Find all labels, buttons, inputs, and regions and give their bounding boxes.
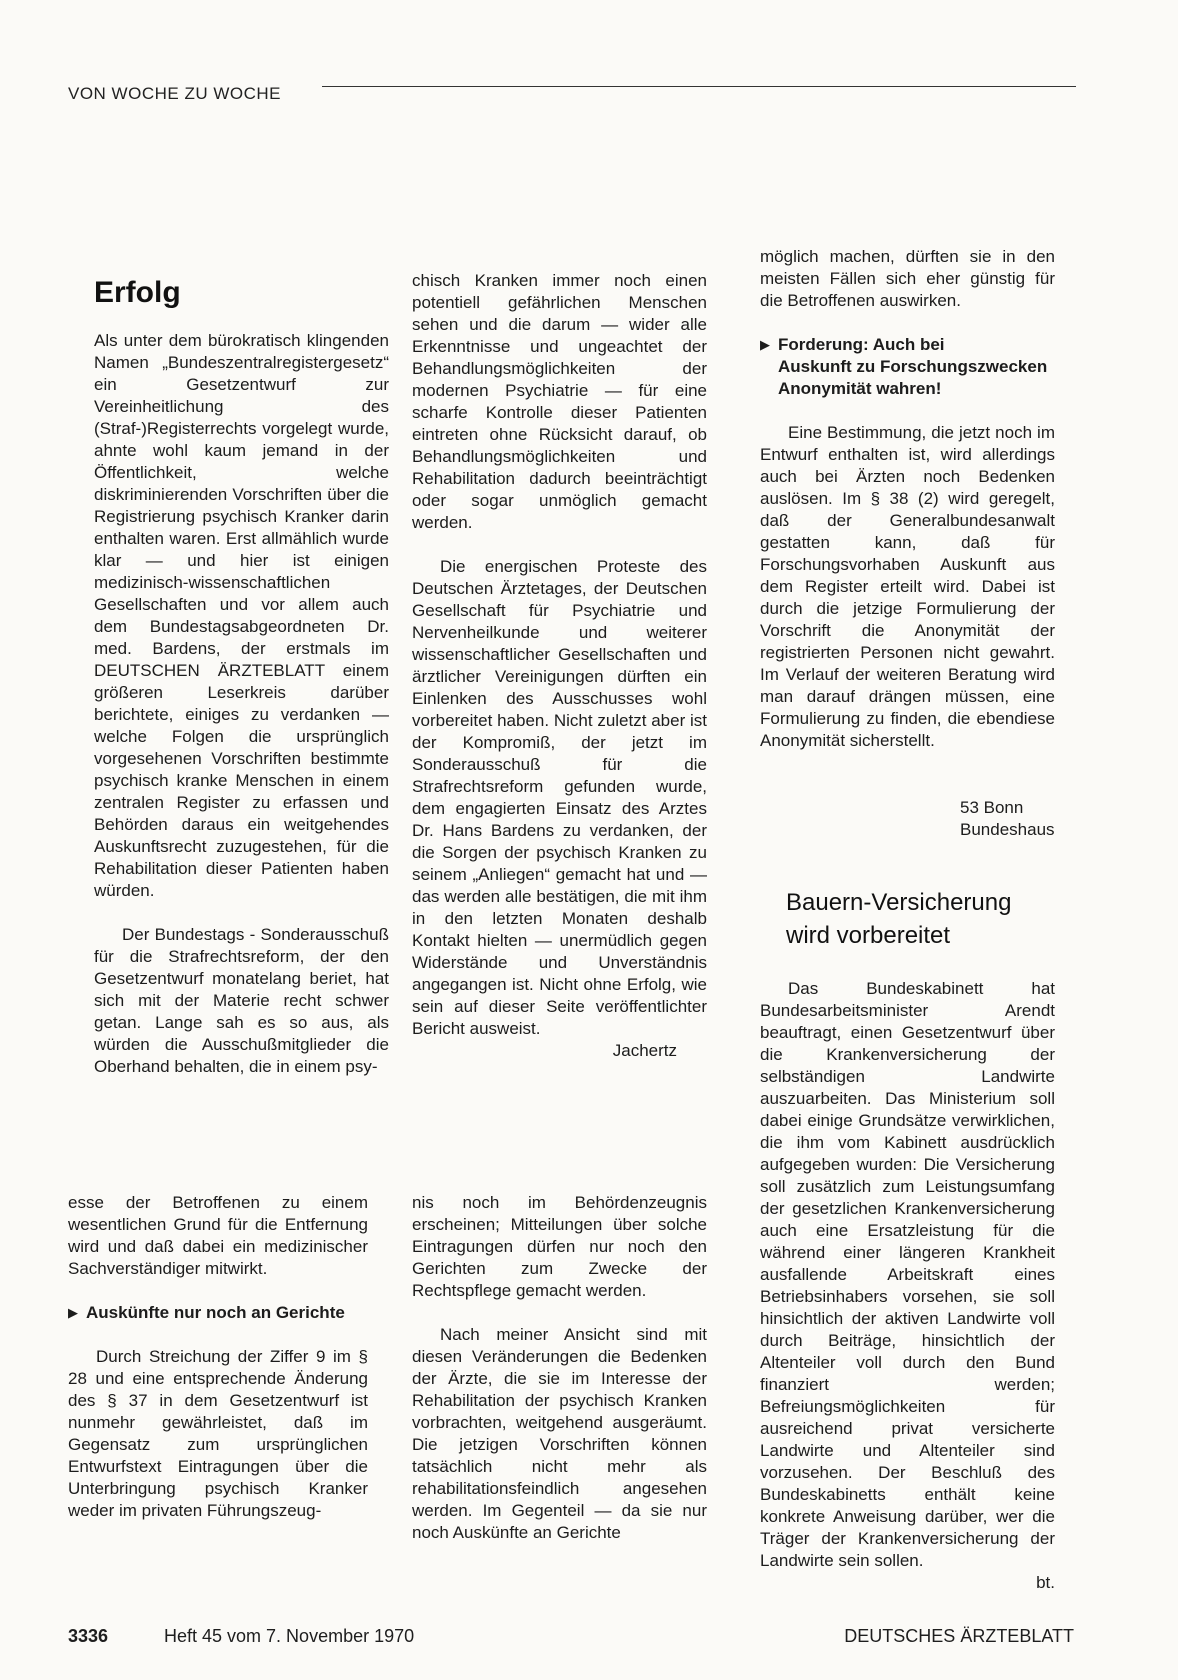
section-header-label: VON WOCHE ZU WOCHE (68, 84, 281, 103)
column-1-bottom (68, 1192, 368, 1522)
paragraph: esse der Betroffenen zu einem wesentlichen Grund für die Entfernung wird und daß dabei ein medizinischer Sachverständiger mitwirkt. (68, 1193, 368, 1278)
subhead-research (760, 334, 1055, 400)
signature-line: 53 Bonn (960, 798, 1024, 817)
paragraph: nis noch im Behördenzeugnis erscheinen; Mitteilungen über solche Eintragungen dürfen nur noch den Gerichten zum Zwecke der Rechtspflege gemacht werden. (412, 1193, 707, 1300)
subhead-line: Auskunft zu Forschungszwecken (778, 357, 1048, 376)
paragraph: Das Bundeskabinett hat Bundesarbeitsminister Arendt beauftragt, einen Gesetzentwurf über die Krankenversicherung der selbständigen Landwirte auszuarbeiten. Das Ministerium soll dabei einige Grundsätze verwirklichen, die ihm vom Kabinett ausdrücklich aufgegeben wurden: Die Versicherung soll zusätzlich zum Leistungsumfang der gesetzlichen Krankenversicherung auch eine Ersatzleistung für die während einer längeren Krankheit ausfallende Arbeitskraft eines Betriebsinhabers vorsehen, sie soll hinsichtlich der aktiven Landwirte voll durch Beiträge, hinsichtlich der Altenteiler voll durch den Bund finanziert werden; Befreiungsmöglichkeiten für ausreichend privat versicherte Landwirte und Altenteiler sind vorzusehen. Der Beschluß des Bundeskabinetts enthält keine konkrete Anweisung darüber, wer die Träger der Krankenversicherung der Landwirte sein sollen. (760, 979, 1055, 1570)
signature-location (960, 797, 1055, 841)
paragraph: chisch Kranken immer noch einen potentiell gefährlichen Menschen sehen und die darum — wider alle Erkenntnisse und ungeachtet der Behandlungsmöglichkeiten der modernen Psychiatrie — für eine scharfe Kontrolle dieser Patienten eintreten ohne Rücksicht darauf, ob Behandlungsmöglichkeiten und Rehabilitation dadurch beeinträchtigt oder sogar unmöglich gemacht werden. (412, 271, 707, 532)
author-signature: Jachertz (612, 1041, 677, 1060)
column-3-top (760, 246, 1055, 752)
page-number: 3336 (68, 1626, 109, 1646)
article-bauern-body (760, 978, 1055, 1594)
subhead-courts (68, 1302, 368, 1324)
subhead-line: Anonymität wahren! (778, 379, 942, 398)
column-2-bottom (412, 1192, 707, 1544)
signature-line: Bundeshaus (960, 820, 1055, 839)
paragraph: Die energischen Proteste des Deutschen Ärztetages, der Deutschen Gesellschaft für Psychiatrie und Nervenheilkunde und weiterer wissenschaftlicher Gesellschaften und ärztlicher Vereinigungen dürften ein Einlenken des Ausschusses wohl vorbereitet haben. Nicht zuletzt aber ist der Kompromiß, der jetzt im Sonderausschuß für die Strafrechtsreform gefunden wurde, dem engagierten Einsatz des Arztes Dr. Hans Bardens zu verdanken, der die Sorgen der psychisch Kranken zu seinem „Anliegen“ gemacht hat und — das werden alle bestätigen, die mit ihm in den letzten Monaten deshalb Kontakt hielten — unermüdlich gegen Widerstände und Unverständnis angegangen ist. Nicht ohne Erfolg, wie sein auf dieser Seite veröffentlichter Bericht ausweist. (412, 557, 707, 1038)
issue-info: Heft 45 vom 7. November 1970 (164, 1626, 415, 1646)
header-rule (322, 86, 1076, 87)
paragraph: Der Bundestags - Sonderausschuß für die Strafrechtsreform, der den Gesetzentwurf monatelang beriet, hat sich mit der Materie recht schwer getan. Lange sah es so aus, als würden die Ausschußmitglieder die Oberhand behalten, die in einem psy- (94, 925, 389, 1076)
subhead-line: Forderung: Auch bei (778, 335, 945, 354)
column-1-top (94, 330, 389, 1078)
paragraph: Durch Streichung der Ziffer 9 im § 28 und eine entsprechende Änderung des § 37 in dem Gesetzentwurf ist nunmehr gewährleistet, daß im Gegensatz zum ursprünglichen Entwurfstext Eintragungen über die Unterbringung psychisch Kranker weder im privaten Führungszeug- (68, 1347, 368, 1520)
triangle-bullet-icon: ▶ (760, 337, 770, 352)
paragraph: Nach meiner Ansicht sind mit diesen Veränderungen die Bedenken der Ärzte, die sie im Interesse der Rehabilitation der psychisch Kranken vorbrachten, weitgehend ausgeräumt. Die jetzigen Vorschriften können tatsächlich nicht mehr als rehabilitationsfeindlich angesehen werden. Im Gegenteil — da sie nur noch Auskünfte an Gerichte (412, 1325, 707, 1542)
triangle-bullet-icon: ▶ (68, 1305, 78, 1320)
paragraph: Als unter dem bürokratisch klingenden Namen „Bundeszentralregistergesetz“ ein Gesetzentwurf zur Vereinheitlichung des (Straf-)Registerrechts vorgelegt wurde, ahnte wohl kaum jemand in der Öffentlichkeit, welche diskriminierenden Vorschriften über die Registrierung psychisch Kranker darin enthalten waren. Erst allmählich wurde klar — und hier ist einigen medizinisch-wissenschaftlichen Gesellschaften und vor allem auch dem Bundestagsabgeordneten Dr. med. Bardens, der erstmals im DEUTSCHEN ÄRZTEBLATT einem größeren Leserkreis darüber berichtete, einiges zu verdanken — welche Folgen die ursprünglich vorgesehenen Vorschriften bestimmte psychisch kranke Menschen in einem zentralen Register zu erfassen und Behörden daraus ein weitgehendes Auskunftsrecht zuzugestehen, für die Rehabilitation dieser Patienten haben würden. (94, 331, 389, 900)
subhead-line: Auskünfte nur noch an Gerichte (86, 1303, 345, 1322)
paragraph: Eine Bestimmung, die jetzt noch im Entwurf enthalten ist, wird allerdings auch bei Ärzten noch Bedenken auslösen. Im § 38 (2) wird geregelt, daß der Generalbundesanwalt gestatten kann, daß für Forschungsvorhaben Auskunft aus dem Register erteilt wird. Dabei ist durch die jetzige Formulierung der Vorschrift die Anonymität der registrierten Personen nicht gewahrt. Im Verlauf der weiteren Beratung wird man darauf drängen müssen, eine Formulierung zu finden, die ebendiese Anonymität sicherstellt. (760, 423, 1055, 750)
author-signature: bt. (1036, 1573, 1055, 1592)
title-line: Bauern-Versicherung (786, 889, 1012, 916)
title-line: wird vorbereitet (786, 922, 951, 949)
journal-name: DEUTSCHES ÄRZTEBLATT (844, 1626, 1074, 1646)
paragraph: möglich machen, dürften sie in den meisten Fällen sich eher günstig für die Betroffenen auswirken. (760, 247, 1055, 310)
article-title-erfolg: Erfolg (94, 276, 181, 309)
article-title-bauern (786, 886, 1011, 952)
column-2-top (412, 270, 707, 1062)
